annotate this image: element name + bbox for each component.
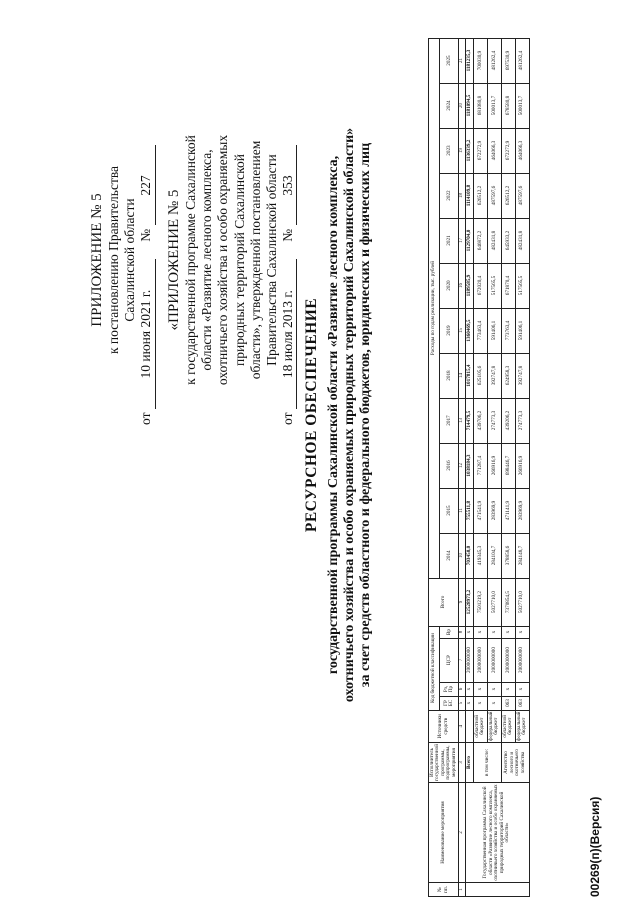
row-grbs: х [487,696,501,710]
header-year: 2018 [440,353,459,398]
row-csr: 2000000000 [501,638,515,682]
appendix-date-line [138,95,155,425]
row-vr: х [487,626,501,638]
row-vr: х [465,626,473,638]
row-value: 500013,7 [515,83,529,128]
row-value: 646872,2 [473,218,487,263]
header-year: 2017 [440,398,459,443]
col-number: 19 [459,128,465,173]
appendix-line: области «Развитие лесного комплекса, [199,149,215,371]
document-footer-code: 00269(п)(Версия) [588,796,602,897]
col-number: 14 [459,353,465,398]
row-value: 671870,4 [501,263,515,308]
row-value: 678580,8 [501,83,515,128]
from-label: от [138,412,154,425]
row-value: 698446,7 [501,443,515,488]
row-value: 274773,3 [515,398,529,443]
row-value: 1189585,9 [465,263,473,308]
row-rzpr: х [501,682,515,696]
row-value: 1360469,5 [465,308,473,353]
row-value: 1129704,0 [465,218,473,263]
row-csr: 2000000000 [515,638,529,682]
appendix-line: к постановлению Правительства [106,165,121,355]
row-grbs: 063 [501,696,515,710]
appendix-heading: ПРИЛОЖЕНИЕ № 5 [89,193,105,327]
col-number: 2 [459,783,465,883]
row-value: 517565,5 [487,263,501,308]
appendix-line: природных территорий Сахалинской [231,154,247,366]
row-grbs: х [473,696,487,710]
header-year: 2016 [440,443,459,488]
header-name: Наименование мероприятия [429,783,459,883]
row-value: 481262,4 [515,38,529,83]
row-value: 672272,9 [501,128,515,173]
row-value: 500013,7 [487,83,501,128]
appendix-line: Правительства Сахалинской области [263,154,279,366]
table-row [501,38,515,896]
resource-table [428,38,530,897]
col-number: 13 [459,398,465,443]
header-grbs: ГР БС [440,696,459,710]
row-value: 1181094,5 [465,83,473,128]
row-value: 487597,6 [487,173,501,218]
row-value: 697530,9 [501,38,515,83]
subtitle-line: за счет средств областного и федерального бюджетов, юридических и физических лиц [358,142,374,688]
header-year: 2020 [440,263,459,308]
col-number: 20 [459,83,465,128]
number-label: № [138,228,154,242]
document-subtitle [326,35,374,795]
row-value: 464066,3 [487,128,501,173]
row-source: областной бюджет [501,710,515,742]
header-rzpr: Рз, Пр [440,682,459,696]
header-source: Источники средств [429,710,459,742]
appendix-number: 353 [280,146,297,226]
appendix-date: 10 июня 2021 г. [138,259,155,409]
row-value: 266916,9 [487,443,501,488]
row-value: 274773,3 [487,398,501,443]
header-year: 2021 [440,218,459,263]
row-value: 378858,6 [501,533,515,578]
header-vr: Вр [440,626,459,638]
row-value: 419345,3 [473,533,487,578]
row-executor: Агентство лесного и охотничьего хозяйства [501,743,529,783]
row-value: 625105,6 [473,353,487,398]
row-value: 645933,2 [501,218,515,263]
header-code-group: Код бюджетной классификации [429,626,440,710]
header-year: 2023 [440,128,459,173]
header-csr: ЦСР [440,638,459,682]
row-value: 283969,9 [515,488,529,533]
header-executor: Исполнитель государственной программы, подпрограммы, мероприятия [429,744,457,781]
row-total: 7370854,5 [501,578,515,626]
row-value: 392747,8 [515,353,529,398]
row-total: 5027710,0 [515,578,529,626]
row-value: 283969,9 [487,488,501,533]
appendix-line: Сахалинской области [122,198,138,322]
row-value: 1181235,3 [465,38,473,83]
row-value: 755511,8 [465,488,473,533]
row-value: 482431,8 [487,218,501,263]
row-value: 591406,1 [515,308,529,353]
col-number: 16 [459,263,465,308]
col-number: 12 [459,443,465,488]
row-value: 439206,2 [501,398,515,443]
row-value: 482431,8 [515,218,529,263]
col-number: 21 [459,38,465,83]
row-rzpr: х [465,682,473,696]
row-value: 517565,5 [515,263,529,308]
row-value: 771287,4 [473,443,487,488]
row-executor: Всего [465,743,473,783]
row-source: федеральный бюджет [515,711,528,742]
row-value: 439706,2 [473,398,487,443]
row-value: 626512,2 [501,173,515,218]
header-year: 2019 [440,308,459,353]
header-year: 2025 [440,38,459,83]
col-number: 9 [459,578,465,626]
table-row [465,38,473,896]
row-vr: х [515,626,529,638]
header-years-group: Расходы по годам реализации, тыс. рублей [429,38,440,578]
row-value: 284148,7 [515,533,529,578]
appendix-number: 227 [138,146,155,226]
row-rzpr: х [473,682,487,696]
program-name: Государственная программа Сахалинской области «Развитие лесного комплекса, охотничьего хозяйства и особо охраняемых природных территорий Сахалинской области» [465,783,529,883]
row-total: 7501219,2 [473,578,487,626]
row-value: 624958,3 [501,353,515,398]
header-year: 2024 [440,83,459,128]
row-value: 672272,9 [473,128,487,173]
row-value: 392747,8 [487,353,501,398]
row-value: 773763,4 [501,308,515,353]
row-value: 487597,6 [515,173,529,218]
row-executor: в том числе: [473,743,501,783]
row-rzpr: х [487,682,501,696]
row-rzpr: х [515,682,529,696]
row-value: 471541,9 [473,488,487,533]
row-value: 714479,5 [465,398,473,443]
row-source: федеральный бюджет [487,711,500,742]
col-number: 1 [459,883,465,897]
row-value: 773463,4 [473,308,487,353]
row-value: 481262,4 [487,38,501,83]
col-number: 8 [459,626,465,638]
row-source [465,710,473,742]
row-vr: х [501,626,515,638]
row-csr: 2000000000 [487,638,501,682]
col-number: 6 [459,682,465,696]
document-title: РЕСУРСНОЕ ОБЕСПЕЧЕНИЕ [303,297,320,533]
table-row [473,38,487,896]
row-value: 471141,9 [501,488,515,533]
from-label: от [280,412,296,425]
header-no: № пп. [429,883,459,897]
col-number: 11 [459,488,465,533]
row-grbs: х [465,696,473,710]
row-value: 1114109,8 [465,173,473,218]
appendix-line: охотничьего хозяйства и особо охраняемых [215,134,231,386]
row-value: 681080,8 [473,83,487,128]
row-total: 5027710,0 [487,578,501,626]
appendix-line: к государственной программе Сахалинской [183,135,198,385]
appendix-line: области», утвержденной постановлением [247,140,263,380]
header-row [429,38,440,896]
header-total: Всего [429,578,459,626]
appendix-heading: «ПРИЛОЖЕНИЕ № 5 [166,189,182,331]
row-value: 1017815,4 [465,353,473,398]
col-number: 3 [459,743,465,783]
row-value: 700030,9 [473,38,487,83]
appendix-original-block [165,95,297,425]
row-total: 12528973,2 [465,578,473,626]
col-number: 10 [459,533,465,578]
subtitle-line: охотничьего хозяйства и особо охраняемых природных территорий Сахалинской области» [342,127,358,703]
col-number: 7 [459,638,465,682]
col-number: 15 [459,308,465,353]
row-value: 626512,2 [473,173,487,218]
col-number: 4 [459,710,465,742]
row-vr: х [473,626,487,638]
row-csr: 2000000000 [465,638,473,682]
header-year: 2015 [440,488,459,533]
appendix-date-line [280,95,297,425]
col-number: 5 [459,696,465,710]
row-no [465,883,529,897]
col-number: 17 [459,218,465,263]
col-number: 18 [459,173,465,218]
header-year: 2014 [440,533,459,578]
row-value: 284104,7 [487,533,501,578]
row-grbs: 063 [515,696,529,710]
row-value: 672020,4 [473,263,487,308]
row-csr: 2000000000 [473,638,487,682]
row-value: 1038184,3 [465,443,473,488]
row-source: областной бюджет [473,710,487,742]
subtitle-line: государственной программы Сахалинской области «Развитие лесного комплекса, [326,155,341,675]
row-value: 1136339,2 [465,128,473,173]
number-label: № [280,228,296,242]
row-value: 703450,0 [465,533,473,578]
row-value: 266916,9 [515,443,529,488]
appendix-date: 18 июля 2013 г. [280,259,297,409]
header-year: 2022 [440,173,459,218]
row-value: 591406,1 [487,308,501,353]
appendix-current-block [88,95,156,425]
row-value: 464066,3 [515,128,529,173]
